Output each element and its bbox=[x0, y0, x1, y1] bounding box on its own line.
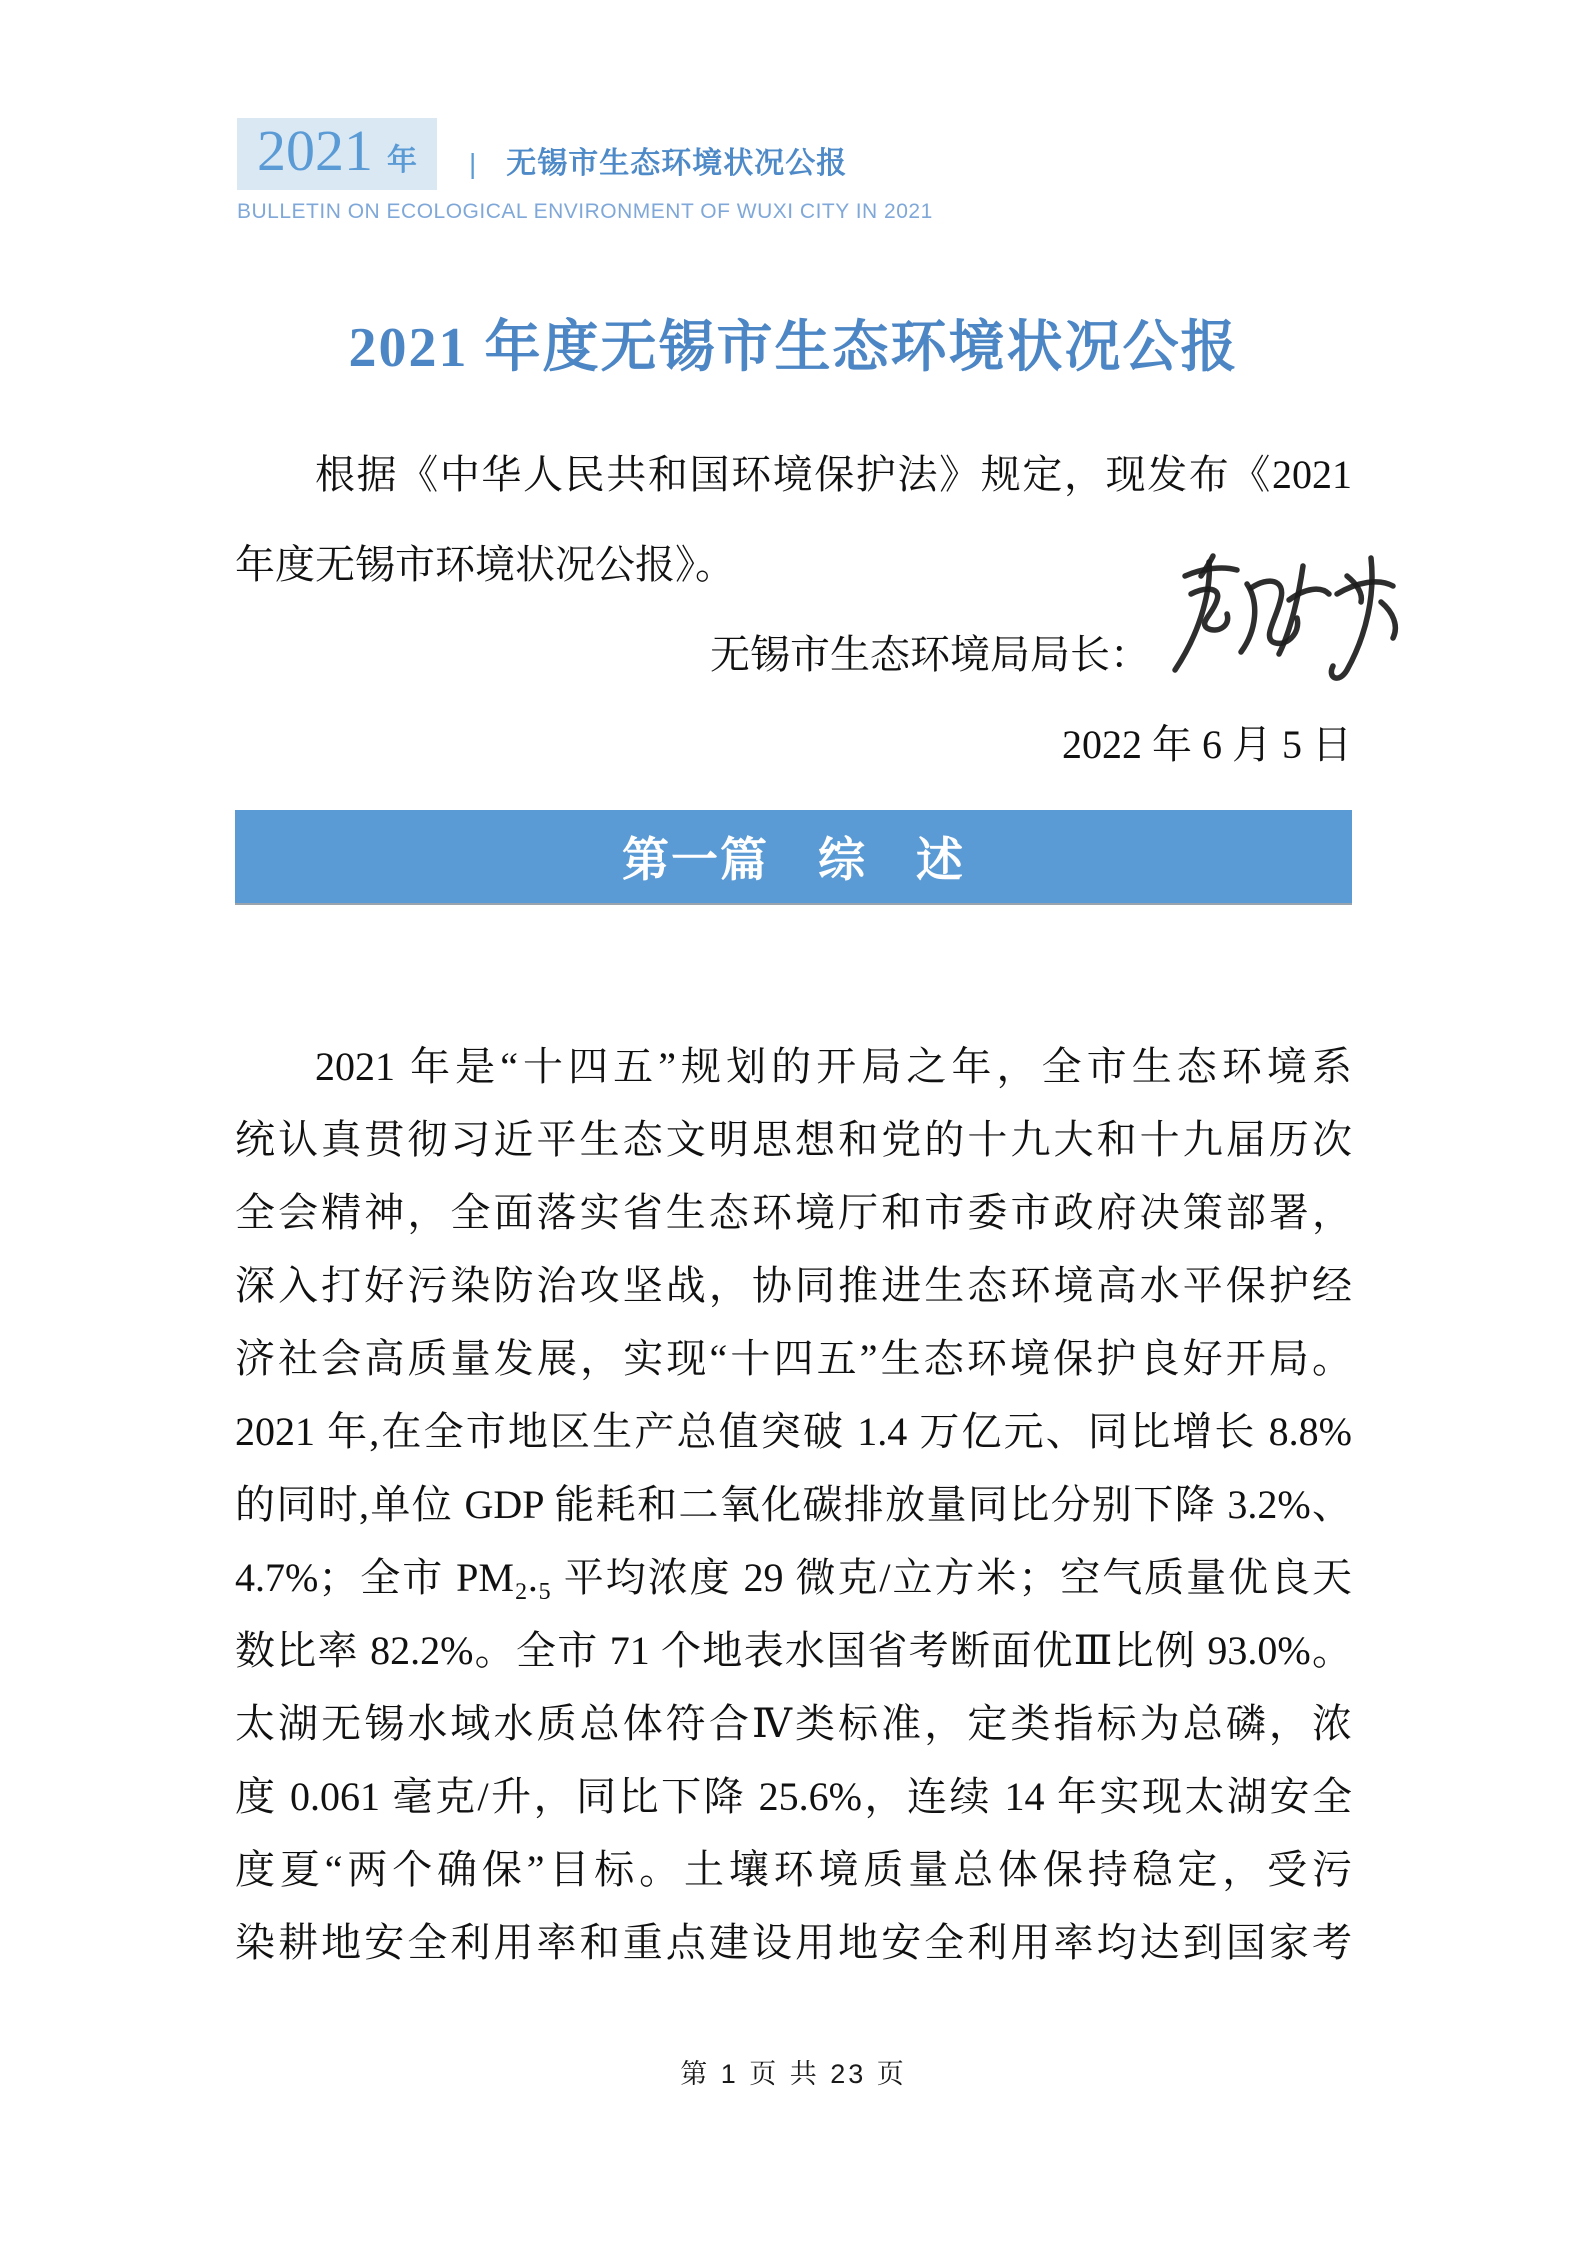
header-year-badge bbox=[237, 118, 437, 190]
issue-date: 2022 年 6 月 5 日 bbox=[1062, 722, 1352, 768]
body-line: 度 0.061 毫克/升，同比下降 25.6%，连续 14 年实现太湖安全 bbox=[235, 1774, 1352, 1820]
body-line: 济社会高质量发展，实现“十四五”生态环境保护良好开局。 bbox=[235, 1336, 1352, 1382]
body-line: 的同时,单位 GDP 能耗和二氧化碳排放量同比分别下降 3.2%、 bbox=[235, 1482, 1352, 1528]
body-line: 深入打好污染防治攻坚战，协同推进生态环境高水平保护经 bbox=[235, 1263, 1352, 1309]
section-banner bbox=[235, 810, 1352, 905]
header-year: 2021 bbox=[257, 118, 373, 183]
body-line: 染耕地安全利用率和重点建设用地安全利用率均达到国家考 bbox=[235, 1920, 1352, 1966]
header-title-cn: 无锡市生态环境状况公报 bbox=[506, 147, 848, 180]
intro-line: 年度无锡市环境状况公报》。 bbox=[235, 542, 735, 588]
body-line: 全会精神，全面落实省生态环境厅和市委市政府决策部署， bbox=[235, 1190, 1352, 1236]
date-row bbox=[235, 700, 1352, 790]
intro-section bbox=[235, 430, 1352, 790]
signer-row bbox=[235, 610, 1352, 700]
signer-label: 无锡市生态环境局局长： bbox=[710, 632, 1150, 678]
header-year-unit: 年 bbox=[387, 144, 417, 177]
body-line: 数比率 82.2%。全市 71 个地表水国省考断面优Ⅲ比例 93.0%。 bbox=[235, 1628, 1352, 1674]
page-footer: 第 1 页 共 23 页 bbox=[680, 2059, 907, 2089]
body-line: 度夏“两个确保”目标。土壤环境质量总体保持稳定，受污 bbox=[235, 1847, 1352, 1893]
intro-line: 根据《中华人民共和国环境保护法》规定，现发布《2021 bbox=[315, 452, 1352, 498]
body-section bbox=[235, 1030, 1352, 1979]
header-divider: | bbox=[469, 148, 477, 179]
section-banner-title: 第一篇 综 述 bbox=[622, 835, 965, 888]
header-title-en: BULLETIN ON ECOLOGICAL ENVIRONMENT OF WUXI CITY IN 2021 bbox=[237, 200, 933, 223]
header-row bbox=[237, 118, 1352, 190]
document-title: 2021 年度无锡市生态环境状况公报 bbox=[348, 317, 1239, 379]
body-line: 统认真贯彻习近平生态文明思想和党的十九大和十九届历次 bbox=[235, 1117, 1352, 1163]
body-line: 太湖无锡水域水质总体符合Ⅳ类标准，定类指标为总磷，浓 bbox=[235, 1701, 1352, 1747]
page-header bbox=[0, 0, 1587, 224]
body-line: 4.7%；全市 PM₂.₅ 平均浓度 29 微克/立方米；空气质量优良天 bbox=[235, 1555, 1352, 1601]
body-line: 2021 年是“十四五”规划的开局之年，全市生态环境系 bbox=[315, 1044, 1352, 1090]
body-line: 2021 年,在全市地区生产总值突破 1.4 万亿元、同比增长 8.8% bbox=[235, 1409, 1352, 1455]
signature-image bbox=[1151, 540, 1423, 692]
